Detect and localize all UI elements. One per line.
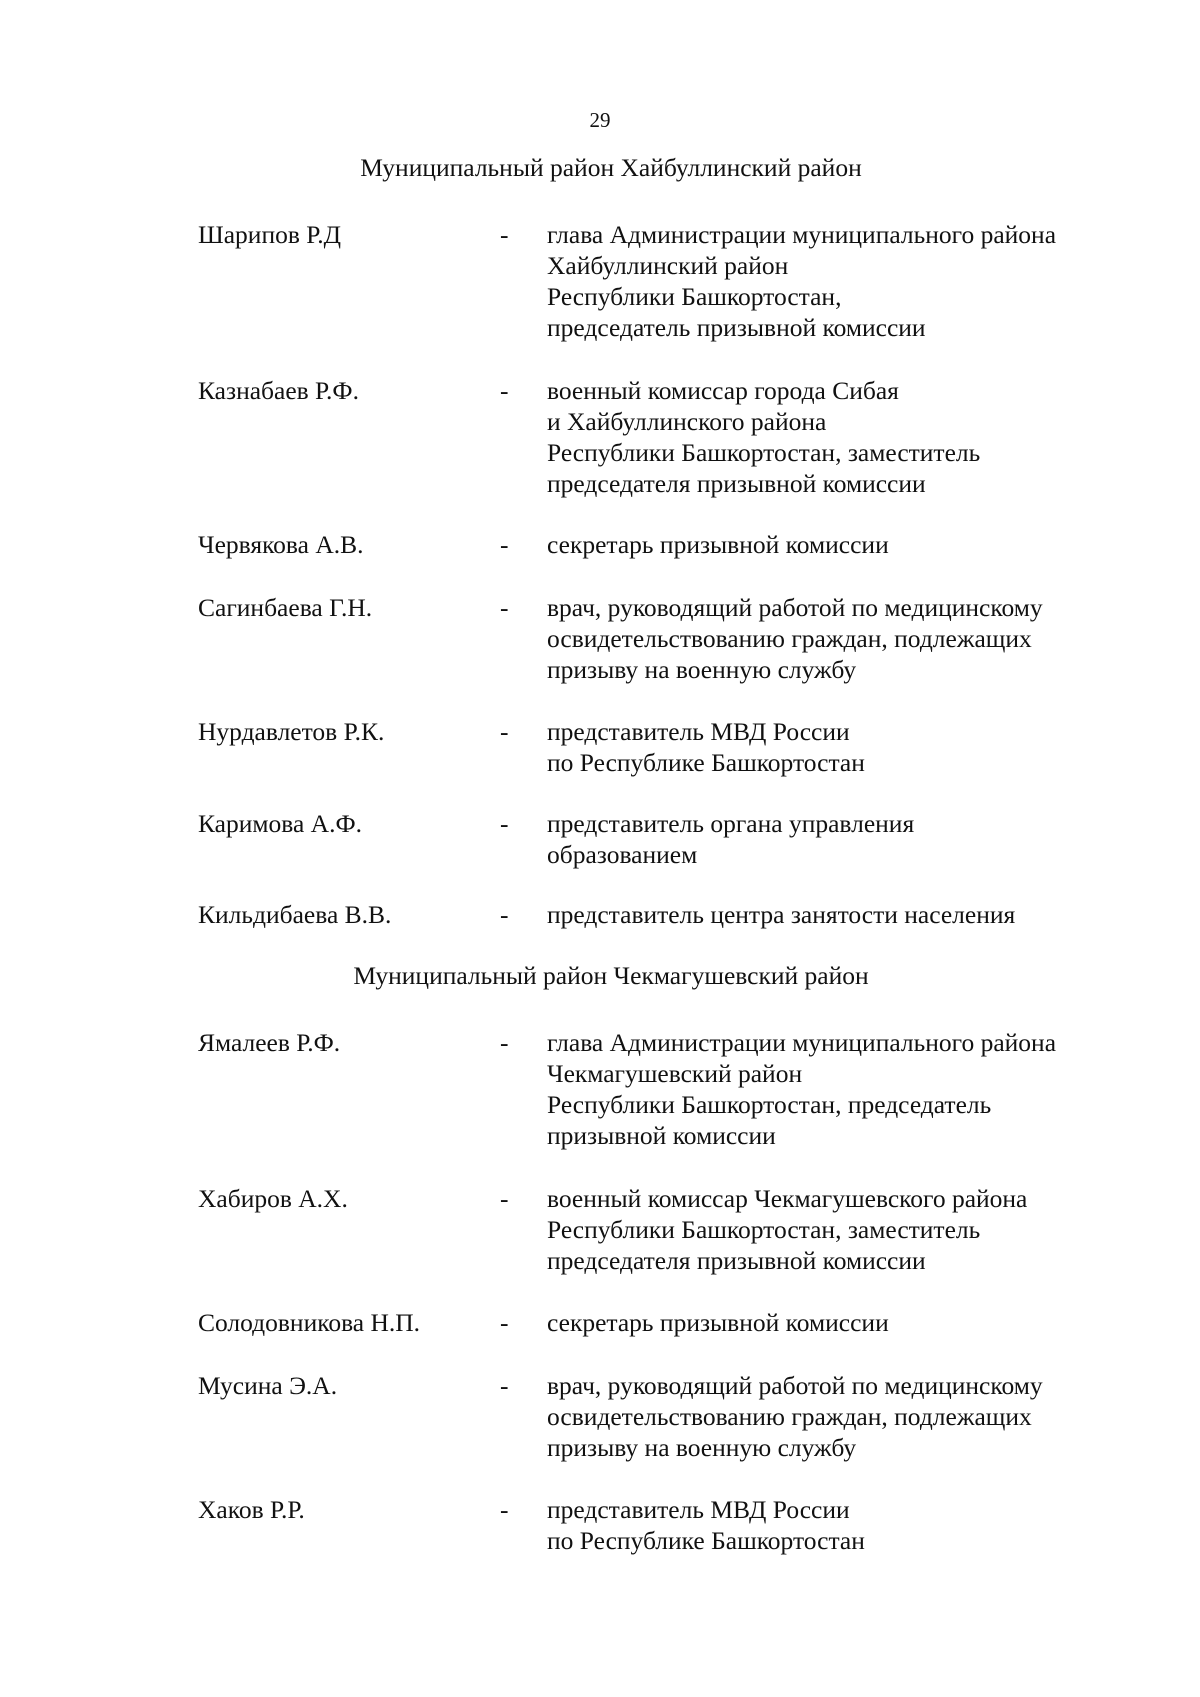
dash-separator: - bbox=[500, 220, 509, 249]
role-line: представитель центра занятости населения bbox=[547, 900, 1016, 929]
role-line: призыву на военную службу bbox=[547, 1433, 857, 1462]
role-line: Республики Башкортостан, заместитель bbox=[547, 438, 981, 467]
member-role bbox=[547, 1307, 1147, 1338]
role-line: призывной комиссии bbox=[547, 1121, 776, 1150]
section-heading-chekmagushevsky: Муниципальный район Чекмагушевский район bbox=[353, 961, 869, 990]
role-line: председателя призывной комиссии bbox=[547, 1246, 926, 1275]
role-line: представитель органа управления bbox=[547, 809, 915, 838]
member-role bbox=[547, 716, 1147, 778]
role-line: военный комиссар города Сибая bbox=[547, 376, 899, 405]
member-name: Солодовникова Н.П. bbox=[198, 1308, 421, 1337]
role-line: врач, руководящий работой по медицинскому bbox=[547, 1371, 1043, 1400]
role-line: освидетельствованию граждан, подлежащих bbox=[547, 624, 1032, 653]
member-role bbox=[547, 1370, 1147, 1463]
role-line: военный комиссар Чекмагушевского района bbox=[547, 1184, 1028, 1213]
role-line: врач, руководящий работой по медицинскому bbox=[547, 593, 1043, 622]
dash-separator: - bbox=[500, 1495, 509, 1524]
dash-separator: - bbox=[500, 717, 509, 746]
member-name: Казнабаев Р.Ф. bbox=[198, 376, 359, 405]
role-line: секретарь призывной комиссии bbox=[547, 530, 889, 559]
role-line: глава Администрации муниципального района bbox=[547, 1028, 1057, 1057]
role-line: секретарь призывной комиссии bbox=[547, 1308, 889, 1337]
member-role bbox=[547, 808, 1147, 870]
member-name: Нурдавлетов Р.К. bbox=[198, 717, 385, 746]
member-role bbox=[547, 529, 1147, 560]
member-name: Хабиров А.Х. bbox=[198, 1184, 348, 1213]
member-role bbox=[547, 1494, 1147, 1556]
role-line: глава Администрации муниципального района bbox=[547, 220, 1057, 249]
role-line: и Хайбуллинского района bbox=[547, 407, 827, 436]
role-line: по Республике Башкортостан bbox=[547, 1526, 865, 1555]
role-line: Республики Башкортостан, заместитель bbox=[547, 1215, 981, 1244]
role-line: освидетельствованию граждан, подлежащих bbox=[547, 1402, 1032, 1431]
member-name: Каримова А.Ф. bbox=[198, 809, 362, 838]
role-line: председателя призывной комиссии bbox=[547, 469, 926, 498]
role-line: Чекмагушевский район bbox=[547, 1059, 803, 1088]
member-role bbox=[547, 219, 1147, 343]
role-line: Республики Башкортостан, председатель bbox=[547, 1090, 992, 1119]
role-line: Хайбуллинский район bbox=[547, 251, 789, 280]
member-role bbox=[547, 375, 1147, 499]
member-role bbox=[547, 1183, 1147, 1276]
member-name: Кильдибаева В.В. bbox=[198, 900, 392, 929]
member-role bbox=[547, 899, 1147, 930]
role-line: призыву на военную службу bbox=[547, 655, 857, 684]
page-number: 29 bbox=[589, 108, 611, 132]
dash-separator: - bbox=[500, 900, 509, 929]
dash-separator: - bbox=[500, 376, 509, 405]
member-name: Червякова А.В. bbox=[198, 530, 364, 559]
member-name: Сагинбаева Г.Н. bbox=[198, 593, 373, 622]
dash-separator: - bbox=[500, 1308, 509, 1337]
member-role bbox=[547, 592, 1147, 685]
member-name: Мусина Э.А. bbox=[198, 1371, 338, 1400]
member-name: Ямалеев Р.Ф. bbox=[198, 1028, 341, 1057]
role-line: по Республике Башкортостан bbox=[547, 748, 865, 777]
dash-separator: - bbox=[500, 1028, 509, 1057]
dash-separator: - bbox=[500, 1184, 509, 1213]
dash-separator: - bbox=[500, 530, 509, 559]
member-name: Шарипов Р.Д bbox=[198, 220, 342, 249]
dash-separator: - bbox=[500, 1371, 509, 1400]
role-line: представитель МВД России bbox=[547, 717, 850, 746]
role-line: представитель МВД России bbox=[547, 1495, 850, 1524]
dash-separator: - bbox=[500, 809, 509, 838]
member-role bbox=[547, 1027, 1147, 1151]
member-name: Хаков Р.Р. bbox=[198, 1495, 305, 1524]
section-heading-khaybullinsky: Муниципальный район Хайбуллинский район bbox=[360, 153, 862, 182]
dash-separator: - bbox=[500, 593, 509, 622]
role-line: образованием bbox=[547, 840, 698, 869]
role-line: председатель призывной комиссии bbox=[547, 313, 926, 342]
role-line: Республики Башкортостан, bbox=[547, 282, 842, 311]
